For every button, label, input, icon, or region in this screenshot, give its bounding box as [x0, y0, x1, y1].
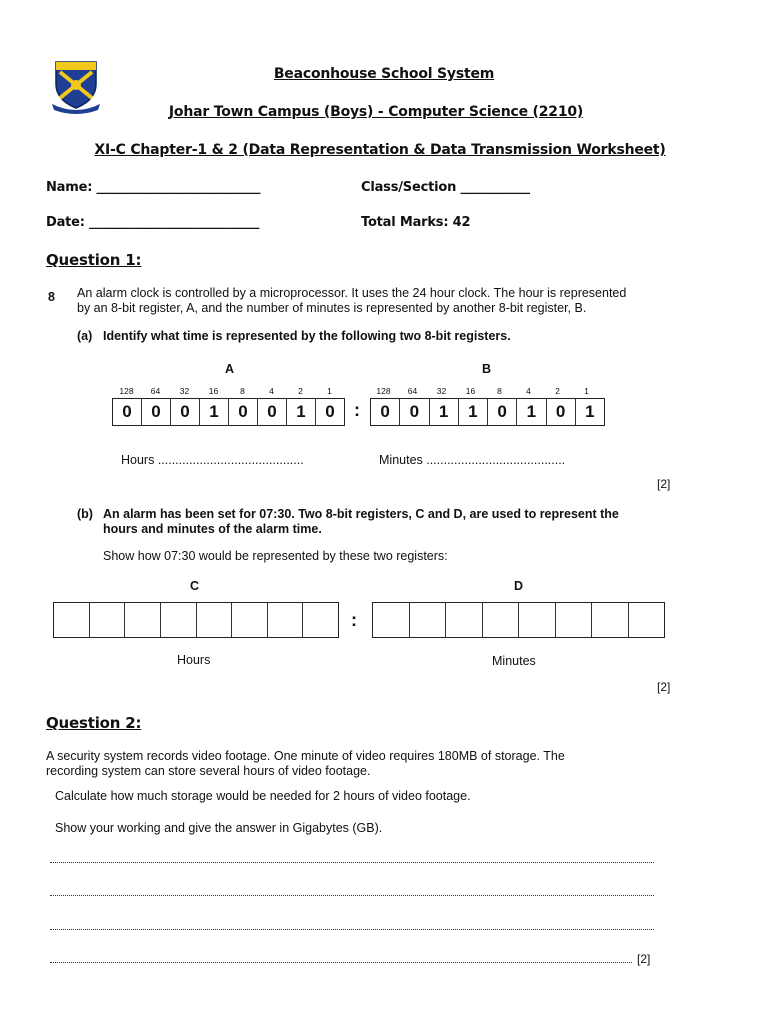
- bit-input-cell[interactable]: [161, 603, 197, 637]
- bit-input-cell[interactable]: [592, 603, 629, 637]
- bit-cell: 0: [142, 399, 171, 425]
- answer-line[interactable]: [50, 895, 654, 896]
- bit-cell: 0: [371, 399, 400, 425]
- part-a-text: Identify what time is represented by the following two 8-bit registers.: [103, 329, 511, 343]
- place-value: 64: [407, 386, 418, 396]
- bit-input-cell[interactable]: [556, 603, 593, 637]
- bit-input-cell[interactable]: [54, 603, 90, 637]
- register-separator: :: [351, 610, 357, 630]
- bit-cell: 1: [430, 399, 459, 425]
- bit-cell: 1: [200, 399, 229, 425]
- question-1-heading: Question 1:: [46, 251, 142, 269]
- q2-show: Show your working and give the answer in Gigabytes (GB).: [55, 821, 383, 835]
- register-b-label: B: [482, 362, 492, 376]
- part-b-instruction: Show how 07:30 would be represented by these two registers:: [103, 549, 448, 563]
- question-2-heading: Question 2:: [46, 714, 142, 732]
- place-value: 16: [208, 386, 219, 396]
- bit-input-cell[interactable]: [232, 603, 268, 637]
- school-name: Beaconhouse School System: [273, 66, 495, 82]
- place-value: 1: [327, 386, 332, 396]
- worksheet-title: XI-C Chapter-1 & 2 (Data Representation & Data Transmission Worksheet): [94, 142, 666, 158]
- part-b-label: (b): [77, 507, 93, 521]
- place-value: 4: [269, 386, 274, 396]
- bit-input-cell[interactable]: [268, 603, 304, 637]
- part-b-line1: An alarm has been set for 07:30. Two 8-bit registers, C and D, are used to represent the: [103, 507, 619, 521]
- register-separator: :: [354, 400, 360, 420]
- register-d[interactable]: [372, 602, 665, 638]
- bit-input-cell[interactable]: [125, 603, 161, 637]
- q1-intro-line2: by an 8-bit register, A, and the number of minutes is represented by another 8-bit register, B.: [77, 301, 587, 315]
- bit-input-cell[interactable]: [303, 603, 338, 637]
- place-value: 64: [150, 386, 161, 396]
- bit-cell: 1: [585, 402, 595, 421]
- place-value: 128: [376, 386, 391, 396]
- bit-cell: 1: [287, 399, 316, 425]
- hours-answer-line[interactable]: Hours ..........................................: [121, 453, 304, 467]
- bit-input-cell[interactable]: [519, 603, 556, 637]
- place-values-b: [369, 386, 601, 396]
- class-section-field[interactable]: Class/Section ___________: [361, 180, 530, 195]
- register-c-label: C: [190, 579, 200, 593]
- register-a-label: A: [225, 362, 235, 376]
- register-d-label: D: [514, 579, 524, 593]
- bit-input-cell[interactable]: [373, 603, 410, 637]
- answer-line[interactable]: [50, 962, 632, 963]
- q2-line1: A security system records video footage. One minute of video requires 180MB of storage. The: [46, 749, 565, 763]
- place-value: 32: [179, 386, 190, 396]
- place-value: 128: [119, 386, 134, 396]
- total-marks: Total Marks: 42: [361, 215, 471, 230]
- q2-calc: Calculate how much storage would be needed for 2 hours of video footage.: [55, 789, 471, 803]
- bit-cell: 0: [229, 399, 258, 425]
- campus-title: Johar Town Campus (Boys) - Computer Science (2210): [168, 104, 584, 120]
- part-a-label: (a): [77, 329, 93, 343]
- register-a: [112, 398, 345, 426]
- hours-caption: Hours: [177, 653, 211, 667]
- bit-input-cell[interactable]: [446, 603, 483, 637]
- place-value: 1: [584, 386, 589, 396]
- bit-cell: 0: [113, 399, 142, 425]
- place-value: 8: [497, 386, 502, 396]
- q2-line2: recording system can store several hours of video footage.: [46, 764, 371, 778]
- minutes-answer-line[interactable]: Minutes ........................................: [379, 453, 566, 467]
- place-value: 16: [465, 386, 476, 396]
- bit-input-cell[interactable]: [197, 603, 233, 637]
- q1-intro-line1: An alarm clock is controlled by a microprocessor. It uses the 24 hour clock. The hour is represented: [77, 286, 627, 300]
- register-b: [370, 398, 605, 426]
- place-value: 2: [298, 386, 303, 396]
- bit-cell: 0: [325, 402, 335, 421]
- marks-part-b: [2]: [657, 680, 671, 694]
- answer-line[interactable]: [50, 862, 654, 863]
- name-field[interactable]: Name: __________________________: [46, 180, 261, 195]
- question-number: 8: [48, 290, 55, 304]
- date-field[interactable]: Date: ___________________________: [46, 215, 260, 230]
- marks-part-a: [2]: [657, 477, 671, 491]
- minutes-caption: Minutes: [492, 654, 536, 668]
- place-value: 2: [555, 386, 560, 396]
- answer-line[interactable]: [50, 929, 654, 930]
- bit-cell: 1: [459, 399, 488, 425]
- bit-cell: 0: [258, 399, 287, 425]
- place-value: 32: [436, 386, 447, 396]
- bit-cell: 0: [400, 399, 429, 425]
- place-values-a: [112, 386, 344, 396]
- marks-q2: [2]: [637, 952, 651, 966]
- bit-input-cell[interactable]: [483, 603, 520, 637]
- bit-cell: 0: [171, 399, 200, 425]
- bit-input-cell[interactable]: [410, 603, 447, 637]
- bit-input-cell[interactable]: [629, 603, 665, 637]
- bit-input-cell[interactable]: [90, 603, 126, 637]
- register-c[interactable]: [53, 602, 339, 638]
- bit-cell: 0: [547, 399, 576, 425]
- bit-cell: 0: [488, 399, 517, 425]
- place-value: 4: [526, 386, 531, 396]
- bit-cell: 1: [517, 399, 546, 425]
- place-value: 8: [240, 386, 245, 396]
- part-b-line2: hours and minutes of the alarm time.: [103, 522, 322, 536]
